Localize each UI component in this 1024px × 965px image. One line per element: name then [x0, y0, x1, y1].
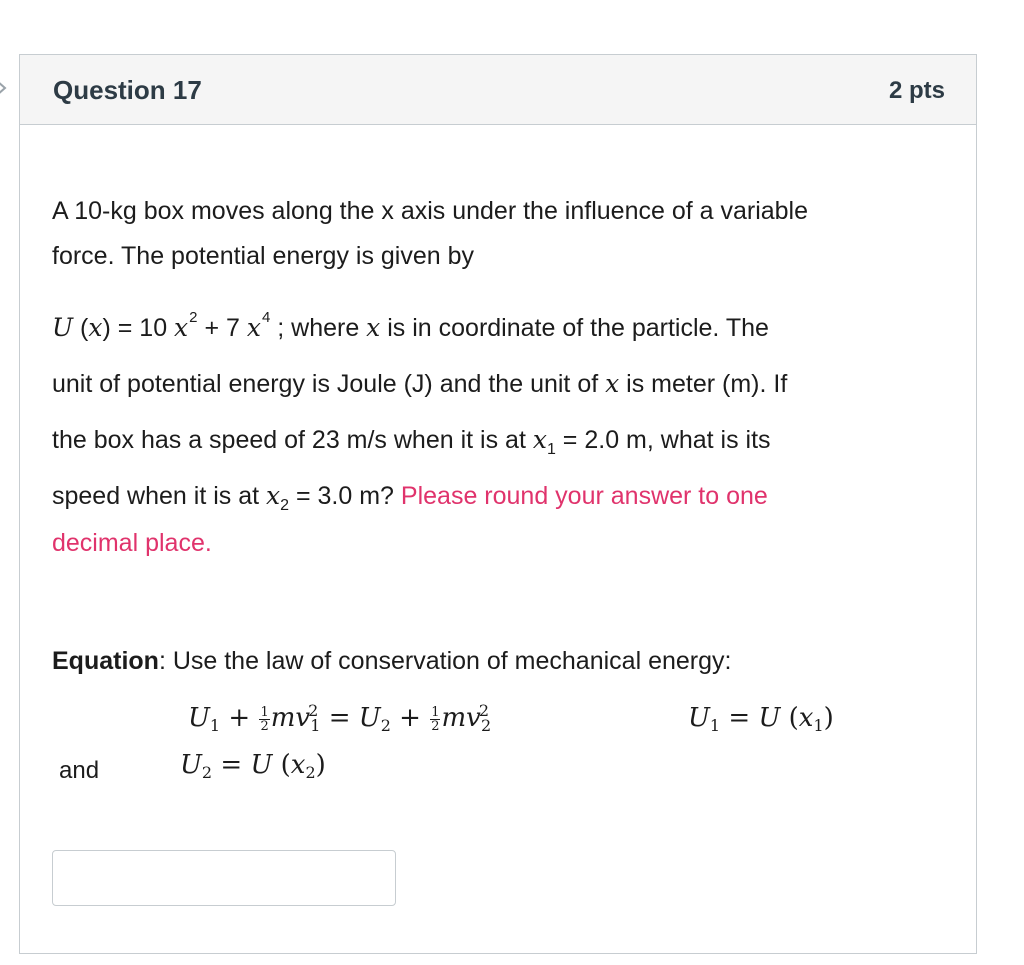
question-text-line-1: A 10-kg box moves along the x axis under the influence of a variable: [52, 197, 809, 225]
question-text-line-2: force. The potential energy is given by: [52, 242, 475, 270]
question-text-line-4: unit of potential energy is Joule (J) and the unit of x is meter (m). If: [52, 369, 788, 398]
chevron-right-icon[interactable]: [0, 79, 8, 97]
potential-energy-formula: U (x) = 10 $x^2 + 7$ $x^4$ ; where x is in coordinate of the particle. The: [52, 309, 769, 342]
question-title: Question 17: [53, 75, 202, 105]
question-card: [19, 54, 977, 954]
one-half-fraction: $\frac{1}{2}$: [431, 704, 440, 734]
question-header: [20, 55, 976, 125]
answer-input[interactable]: [52, 850, 396, 906]
question-points: 2 pts: [888, 77, 945, 104]
question-text-line-5: the box has a speed of 23 m/s when it is at $x_1 = 2.0$ m, what is its: [52, 425, 771, 458]
u1-equation: U1 = U (x1): [688, 703, 834, 735]
equation-heading: Equation: Use the law of conservation of mechanical energy:: [52, 647, 732, 675]
one-half-fraction: $\frac{1}{2}$: [260, 704, 269, 734]
question-text-line-6: speed when it is at $x_2 = 3.0$ m? Please round your answer to one: [52, 481, 768, 514]
rounding-instruction: Please round your answer to one: [400, 482, 768, 510]
equation-label: Equation: [52, 647, 159, 675]
rounding-instruction-cont: decimal place.: [52, 529, 212, 557]
u2-equation: U2 = U (x2): [180, 750, 326, 782]
energy-conservation-equation: U1 + $\frac{1}{2}$ $mv^21 = U2$ + $\frac{1}{2}$ $mv^22$: [188, 701, 492, 735]
and-label: and: [59, 757, 100, 784]
